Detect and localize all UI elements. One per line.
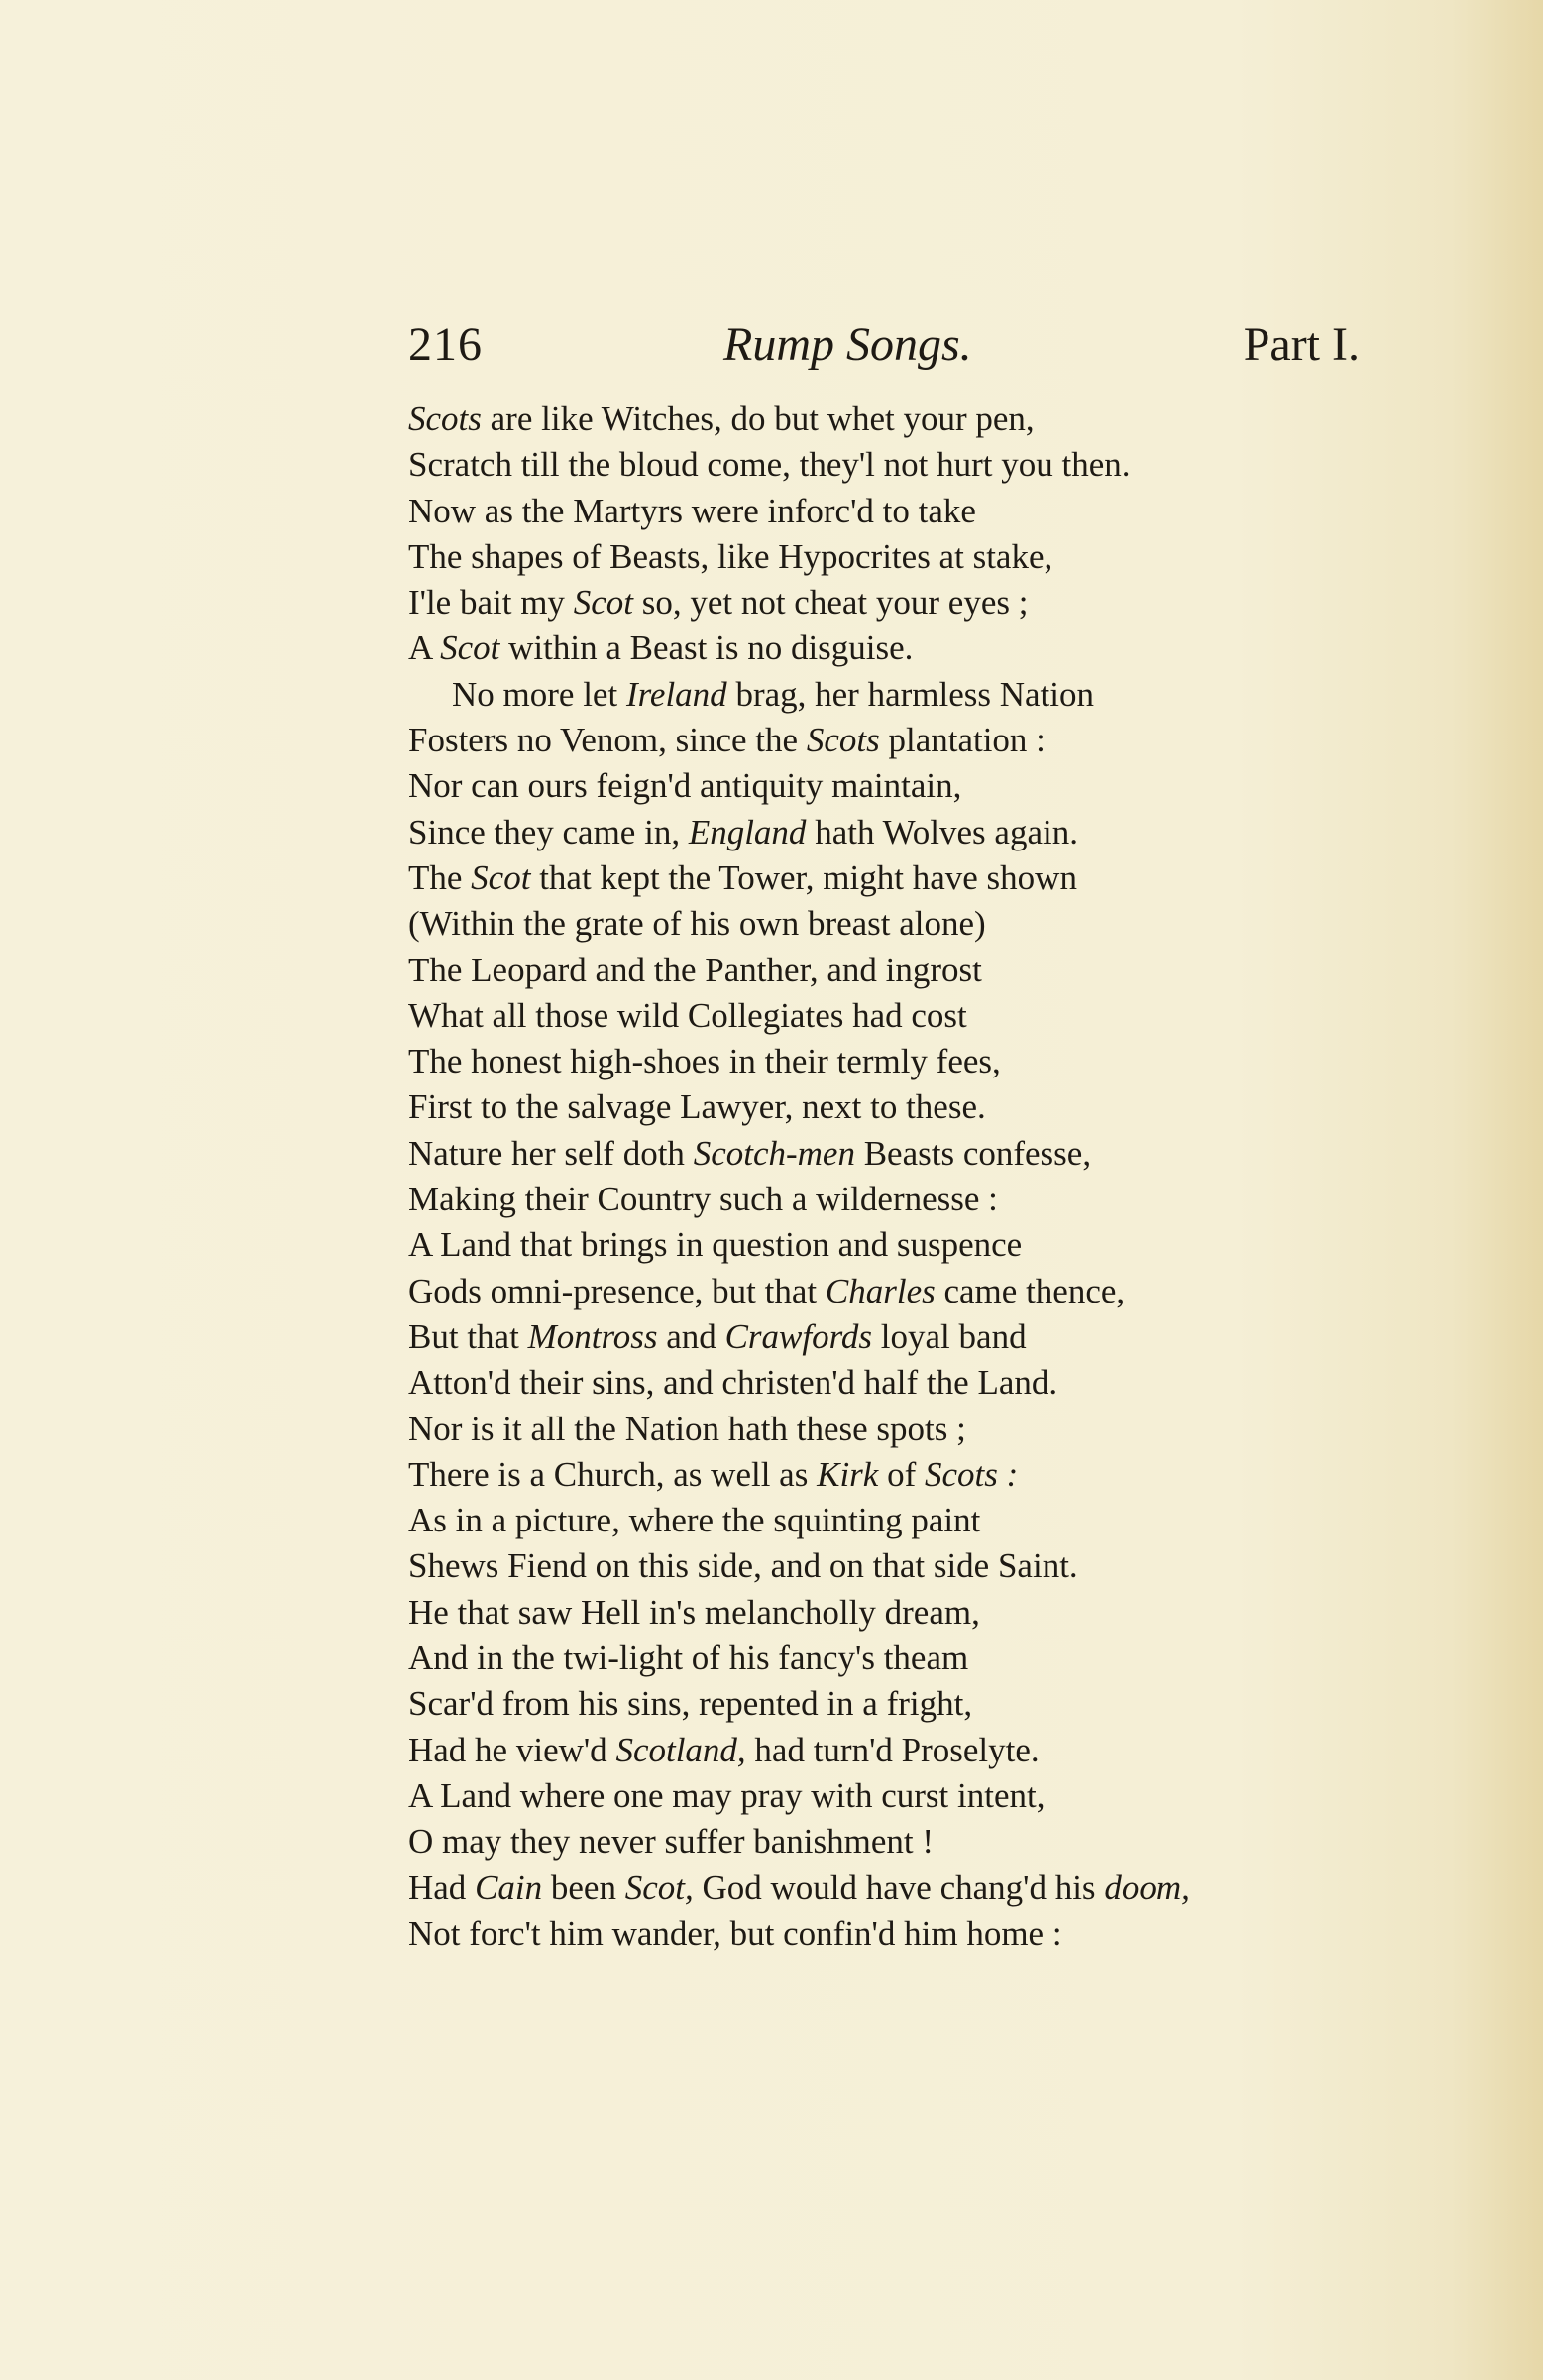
- text-segment: are like Witches, do but whet your pen,: [481, 399, 1035, 438]
- italic-word: Scots: [806, 721, 880, 760]
- poem-line: [408, 1269, 1360, 1314]
- poem-line: [408, 489, 1360, 534]
- poem-line: [408, 1728, 1360, 1773]
- poem-line: [408, 1773, 1360, 1819]
- text-segment: Atton'd their sins, and christen'd half the Land.: [408, 1363, 1058, 1403]
- poem-text: [408, 397, 1360, 1957]
- italic-word: Crawfords: [724, 1316, 873, 1356]
- italic-word: Scot: [573, 583, 633, 623]
- italic-word: Scot: [440, 628, 500, 668]
- text-segment: Had: [408, 1868, 476, 1907]
- poem-line: [408, 442, 1360, 488]
- poem-line: [408, 718, 1360, 763]
- page-number: 216: [408, 318, 483, 371]
- text-segment: within a Beast is no disguise.: [499, 628, 914, 668]
- text-segment: Scratch till the bloud come, they'l not hurt you then.: [408, 445, 1131, 485]
- text-segment: And in the twi-light of his fancy's theam: [408, 1639, 969, 1678]
- page-header: [408, 315, 1360, 375]
- text-segment: The: [408, 857, 472, 897]
- italic-word: Charles: [825, 1271, 936, 1310]
- text-segment: (Within the grate of his own breast alone): [408, 904, 986, 944]
- text-segment: Gods omni-presence, but that: [408, 1271, 826, 1310]
- poem-line: [408, 1360, 1360, 1406]
- poem-line: [408, 1084, 1360, 1130]
- text-segment: Not forc't him wander, but confin'd him home :: [408, 1913, 1062, 1953]
- text-segment: of: [878, 1454, 925, 1494]
- text-segment: Nature her self doth: [408, 1133, 694, 1173]
- poem-line: [408, 580, 1360, 625]
- poem-line: [408, 855, 1360, 901]
- poem-line: [408, 1866, 1360, 1911]
- poem-line: [408, 1681, 1360, 1727]
- italic-word: Montross: [527, 1316, 658, 1356]
- text-segment: Had he view'd: [408, 1730, 616, 1769]
- italic-word: Scots: [408, 399, 482, 438]
- text-segment: There is a Church, as well as: [408, 1454, 818, 1494]
- text-segment: Nor can ours feign'd antiquity maintain,: [408, 766, 962, 806]
- poem-line: [408, 1911, 1360, 1957]
- poem-line: [408, 1590, 1360, 1636]
- text-segment: The Leopard and the Panther, and ingrost: [408, 950, 982, 989]
- part-label: Part I.: [1243, 318, 1360, 371]
- text-segment: came thence,: [935, 1271, 1126, 1310]
- italic-word: Scotch-men: [693, 1133, 855, 1173]
- text-segment: Nor is it all the Nation hath these spots ;: [408, 1409, 966, 1448]
- text-segment: A: [408, 628, 441, 668]
- poem-line: [408, 901, 1360, 947]
- text-segment: brag, her harmless Nation: [726, 674, 1094, 714]
- italic-word: Cain: [475, 1868, 543, 1907]
- text-segment: A Land that brings in question and suspence: [408, 1225, 1023, 1265]
- poem-line: [408, 1407, 1360, 1452]
- text-segment: First to the salvage Lawyer, next to these.: [408, 1087, 986, 1127]
- text-segment: Now as the Martyrs were inforc'd to take: [408, 491, 976, 530]
- text-segment: hath Wolves again.: [806, 812, 1078, 851]
- italic-word: England: [688, 812, 807, 851]
- text-segment: O may they never suffer banishment !: [408, 1822, 935, 1862]
- text-segment: Shews Fiend on this side, and on that side Saint.: [408, 1546, 1078, 1586]
- poem-line: [408, 534, 1360, 580]
- text-segment: A Land where one may pray with curst intent,: [408, 1775, 1046, 1815]
- text-segment: As in a picture, where the squinting paint: [408, 1501, 981, 1540]
- italic-word: Kirk: [817, 1454, 879, 1494]
- text-segment: The shapes of Beasts, like Hypocrites at stake,: [408, 536, 1053, 576]
- italic-word: Scotland,: [615, 1730, 746, 1769]
- poem-line: [408, 948, 1360, 993]
- text-segment: God would have chang'd his: [693, 1868, 1105, 1907]
- text-segment: that kept the Tower, might have shown: [530, 857, 1077, 897]
- text-segment: Making their Country such a wildernesse :: [408, 1180, 998, 1219]
- italic-word: Scots :: [924, 1454, 1019, 1494]
- text-segment: He that saw Hell in's melancholly dream,: [408, 1592, 980, 1632]
- italic-word: Scot,: [624, 1868, 694, 1907]
- text-segment: and: [657, 1316, 725, 1356]
- poem-line: [408, 397, 1360, 442]
- poem-line: [408, 1636, 1360, 1681]
- poem-line: [408, 993, 1360, 1039]
- italic-word: Ireland: [625, 674, 727, 714]
- poem-line: [408, 1177, 1360, 1222]
- poem-line: [408, 1314, 1360, 1360]
- text-segment: I'le bait my: [408, 583, 574, 623]
- poem-line: [408, 1452, 1360, 1498]
- poem-line: [408, 810, 1360, 855]
- text-segment: But that: [408, 1316, 528, 1356]
- text-segment: Since they came in,: [408, 812, 689, 851]
- poem-line: [408, 1039, 1360, 1084]
- running-title: Rump Songs.: [723, 318, 972, 371]
- italic-word: Scot: [471, 857, 531, 897]
- text-segment: had turn'd Proselyte.: [745, 1730, 1040, 1769]
- poem-line: [408, 1819, 1360, 1865]
- text-segment: been: [542, 1868, 625, 1907]
- text-segment: The honest high-shoes in their termly fees,: [408, 1042, 1001, 1081]
- poem-line: [408, 672, 1360, 718]
- text-segment: No more let: [452, 674, 626, 714]
- text-segment: so, yet not cheat your eyes ;: [632, 583, 1029, 623]
- text-segment: What all those wild Collegiates had cost: [408, 995, 967, 1035]
- poem-line: [408, 1131, 1360, 1177]
- poem-line: [408, 1498, 1360, 1543]
- text-segment: Beasts confesse,: [854, 1133, 1092, 1173]
- poem-line: [408, 1222, 1360, 1268]
- text-segment: loyal band: [872, 1316, 1027, 1356]
- poem-line: [408, 1543, 1360, 1589]
- text-segment: Scar'd from his sins, repented in a fright,: [408, 1684, 973, 1724]
- text-segment: plantation :: [879, 721, 1046, 760]
- text-segment: Fosters no Venom, since the: [408, 721, 807, 760]
- italic-word: doom,: [1104, 1868, 1190, 1907]
- poem-line: [408, 625, 1360, 671]
- poem-line: [408, 763, 1360, 809]
